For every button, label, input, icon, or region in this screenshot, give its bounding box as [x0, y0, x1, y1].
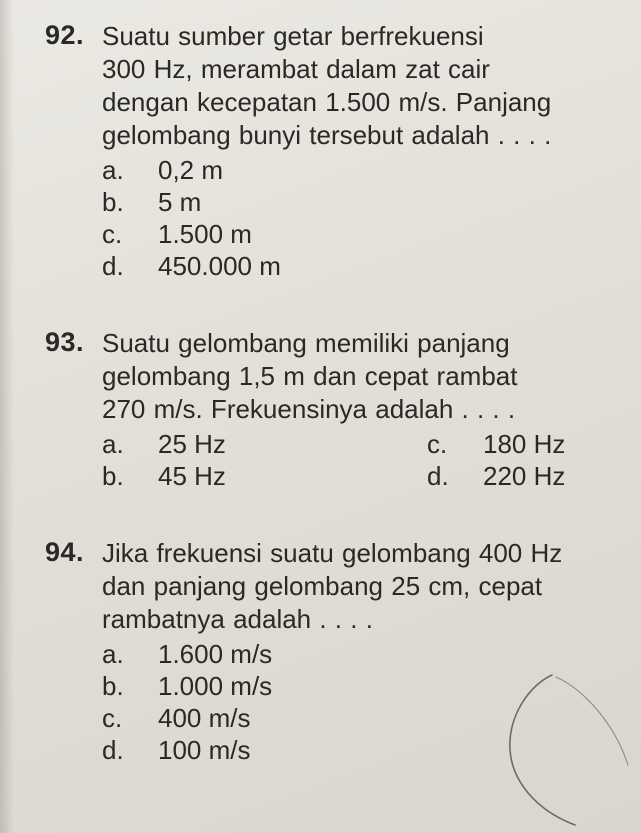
option-text: 220 Hz	[483, 461, 566, 491]
question-line: Jika frekuensi suatu gelombang 400 Hz	[102, 538, 563, 568]
option-text: 100 m/s	[158, 735, 251, 765]
option-text: 180 Hz	[483, 429, 566, 459]
option-d[interactable]	[427, 460, 565, 492]
option-text: 5 m	[158, 187, 202, 217]
option-text: 0,2 m	[158, 155, 224, 185]
question-line: dengan kecepatan 1.500 m/s. Panjang	[102, 87, 552, 117]
answer-options	[102, 428, 635, 492]
option-letter: a.	[102, 155, 124, 185]
option-d[interactable]	[102, 250, 635, 282]
option-text: 25 Hz	[158, 429, 226, 459]
question-line: 270 m/s. Frekuensinya adalah . . . .	[102, 394, 516, 424]
question-number: 94.	[45, 537, 85, 567]
option-text: 450.000 m	[158, 251, 281, 281]
option-text: 400 m/s	[158, 703, 251, 733]
question-line: rambatnya adalah . . . .	[102, 604, 373, 634]
option-letter: d.	[102, 735, 124, 765]
question-text	[102, 537, 635, 636]
option-row	[102, 460, 635, 492]
answer-options	[102, 154, 635, 282]
option-row	[102, 428, 635, 460]
question-line: Suatu sumber getar berfrekuensi	[102, 21, 484, 51]
option-b[interactable]	[102, 460, 427, 492]
option-c[interactable]	[102, 218, 635, 250]
option-letter: c.	[102, 703, 123, 733]
question-93	[45, 327, 635, 492]
page-edge-shadow	[0, 0, 14, 833]
option-c[interactable]	[427, 428, 565, 460]
option-letter: b.	[102, 461, 124, 491]
option-a[interactable]	[102, 154, 635, 186]
option-letter: c.	[427, 429, 448, 459]
option-b[interactable]	[102, 186, 635, 218]
option-letter: a.	[102, 429, 124, 459]
option-text: 1.500 m	[158, 219, 252, 249]
option-a[interactable]	[102, 428, 427, 460]
question-number: 93.	[45, 327, 85, 357]
question-line: gelombang 1,5 m dan cepat rambat	[102, 361, 518, 391]
option-text: 1.000 m/s	[158, 671, 273, 701]
question-line: Suatu gelombang memiliki panjang	[102, 328, 510, 358]
option-letter: d.	[102, 251, 124, 281]
option-letter: d.	[427, 461, 449, 491]
question-text	[102, 327, 635, 426]
option-letter: b.	[102, 671, 124, 701]
question-line: gelombang bunyi tersebut adalah . . . .	[102, 120, 552, 150]
question-number: 92.	[45, 20, 85, 50]
option-text: 45 Hz	[158, 461, 226, 491]
question-text	[102, 20, 635, 152]
pen-scribble-mark	[490, 655, 640, 833]
option-letter: c.	[102, 219, 123, 249]
option-letter: a.	[102, 639, 124, 669]
question-92	[45, 20, 635, 282]
question-line: 300 Hz, merambat dalam zat cair	[102, 54, 490, 84]
option-letter: b.	[102, 187, 124, 217]
option-text: 1.600 m/s	[158, 639, 273, 669]
question-line: dan panjang gelombang 25 cm, cepat	[102, 571, 543, 601]
